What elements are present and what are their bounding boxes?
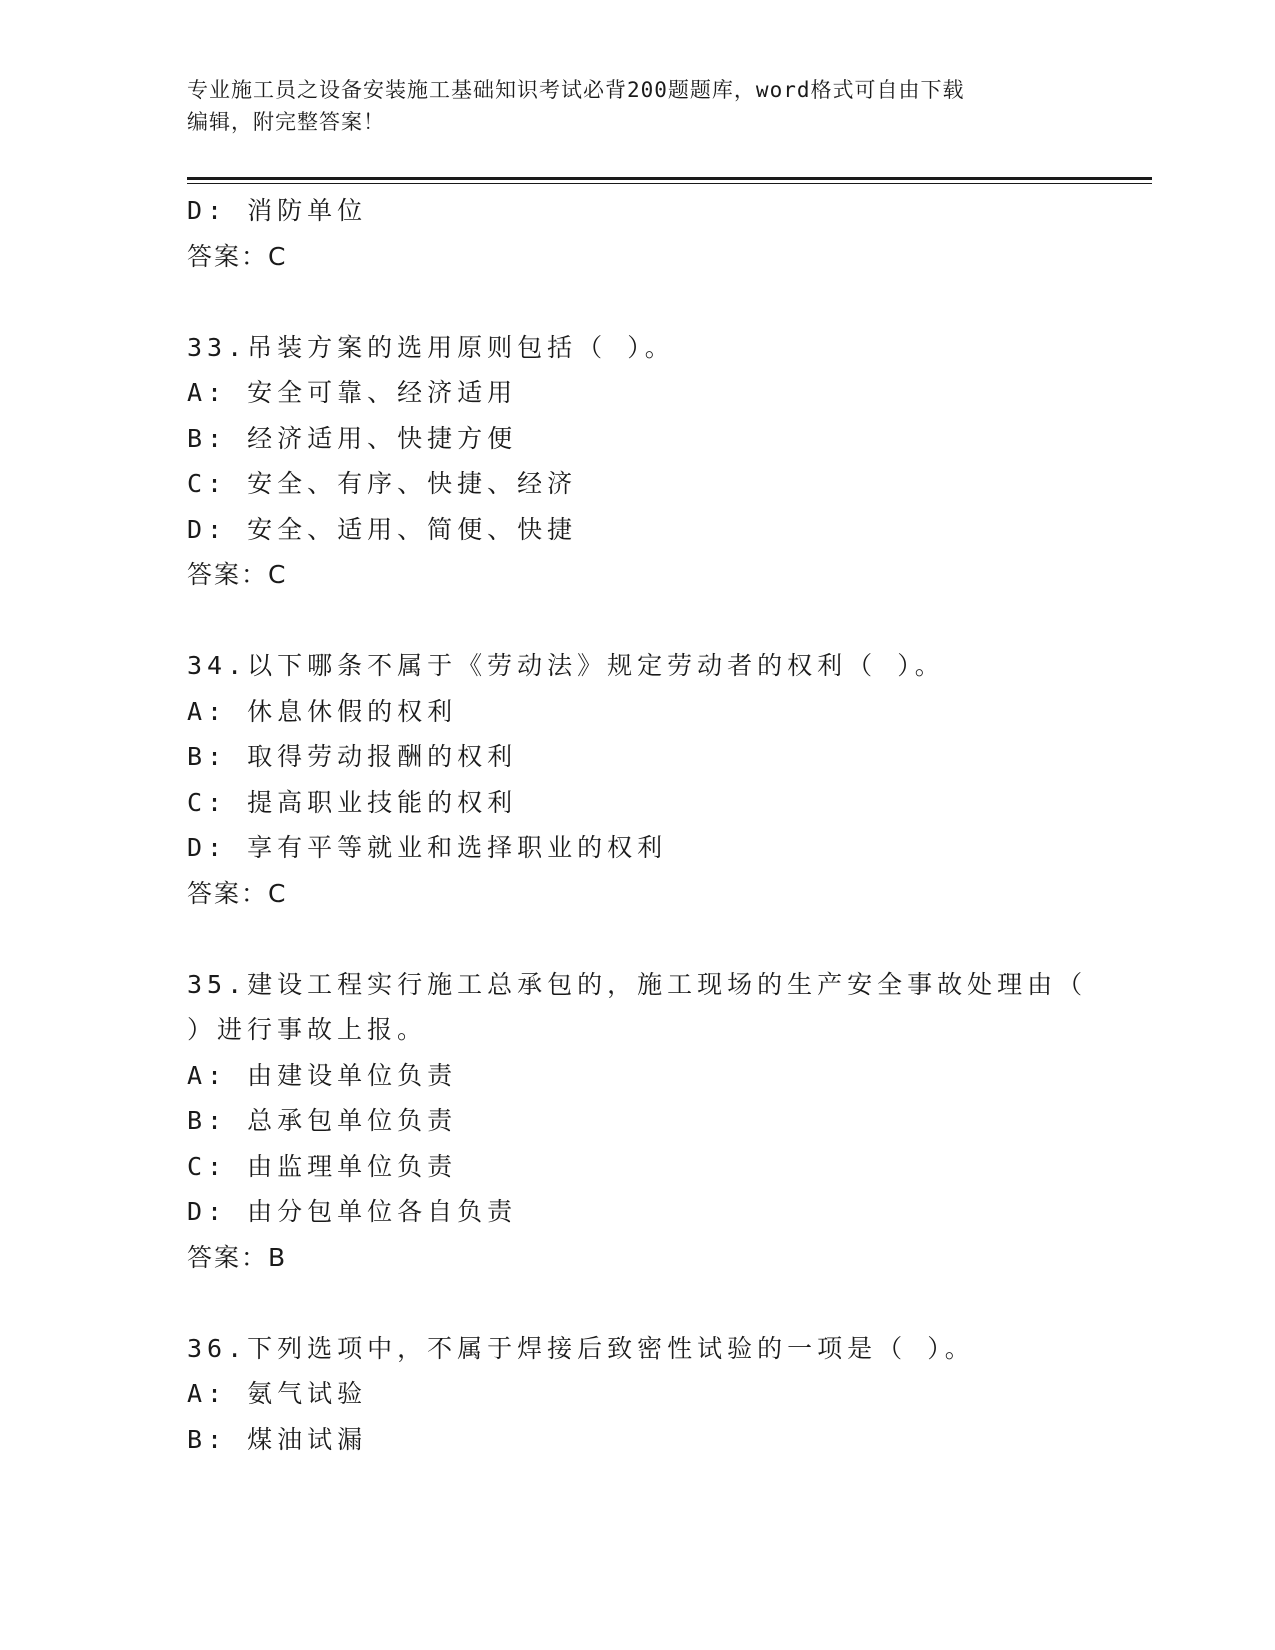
document-header — [187, 74, 1077, 138]
option-b: B: 经济适用、快捷方便 — [187, 423, 518, 453]
question-35 — [187, 962, 1152, 1281]
option-c: C: 由监理单位负责 — [187, 1151, 458, 1181]
question-text: 33.吊装方案的选用原则包括（ ）。 — [187, 332, 675, 362]
option-d: D: 由分包单位各自负责 — [187, 1197, 518, 1226]
question-36 — [187, 1326, 1152, 1463]
question-text-line-2: ）进行事故上报。 — [187, 1015, 428, 1044]
header-divider-thick — [187, 177, 1152, 180]
question-list — [187, 188, 1152, 1462]
option-b: B: 总承包单位负责 — [187, 1106, 458, 1135]
answer-line: 答案：B — [187, 1242, 288, 1272]
header-divider-thin — [187, 183, 1152, 184]
option-a: A: 安全可靠、经济适用 — [187, 378, 518, 407]
question-text: 34.以下哪条不属于《劳动法》规定劳动者的权利（ ）。 — [187, 651, 945, 680]
option-a: A: 由建设单位负责 — [187, 1060, 458, 1090]
header-title-line-2: 编辑，附完整答案！ — [187, 110, 385, 134]
question-text-line-1: 35.建设工程实行施工总承包的，施工现场的生产安全事故处理由（ — [187, 969, 1088, 999]
option-a: A: 氨气试验 — [187, 1379, 368, 1408]
option-c: C: 安全、有序、快捷、经济 — [187, 469, 578, 498]
question-34 — [187, 643, 1152, 916]
option-d: D: 安全、适用、简便、快捷 — [187, 514, 578, 544]
spacer — [187, 598, 1152, 644]
option-d: D: 消防单位 — [187, 196, 368, 225]
answer-line: 答案：C — [187, 560, 288, 589]
option-b: B: 煤油试漏 — [187, 1424, 368, 1454]
option-a: A: 休息休假的权利 — [187, 696, 458, 726]
spacer — [187, 916, 1152, 962]
option-b: B: 取得劳动报酬的权利 — [187, 742, 518, 771]
question-33 — [187, 325, 1152, 598]
spacer — [187, 279, 1152, 325]
option-d: D: 享有平等就业和选择职业的权利 — [187, 833, 668, 862]
answer-line: 答案：C — [187, 878, 288, 908]
answer-line: 答案：C — [187, 241, 288, 271]
spacer — [187, 1280, 1152, 1326]
header-title-line-1: 专业施工员之设备安装施工基础知识考试必背200题题库，word格式可自由下载 — [187, 78, 965, 102]
question-text: 36.下列选项中，不属于焊接后致密性试验的一项是（ ）。 — [187, 1333, 975, 1363]
option-c: C: 提高职业技能的权利 — [187, 787, 518, 817]
